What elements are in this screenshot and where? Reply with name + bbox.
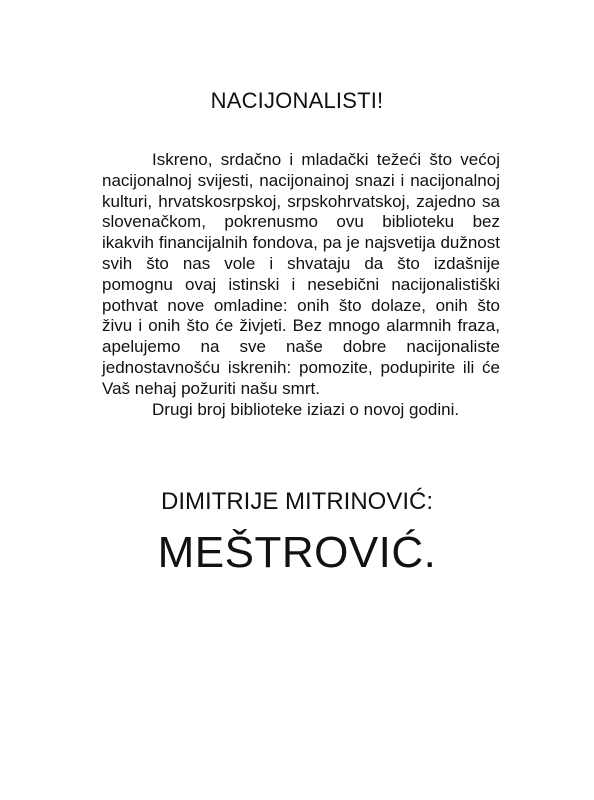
- appeal-paragraph-2: Drugi broj biblioteke iziazi o novoj godini.: [152, 399, 460, 419]
- appeal-text: [102, 150, 500, 420]
- book-title: MEŠTROVIĆ.: [157, 528, 437, 577]
- author-name: DIMITRIJE MITRINOVIĆ:: [161, 488, 433, 515]
- appeal-paragraph-1: Iskreno, srdačno i mladački težeći što većoj nacijonalnoj svijesti, nacijonainoj snazi i nacijonalnoj kulturi, hrvatskosrpskoj, srpskohrvatskoj, zajedno sa slovenačkom, pokrenusmo ovu biblioteku bez ikakvih financijalnih fondova, pa je najsvetija dužnost svih što nas vole i shvataju da što izdašnije pomognu ovaj istinski i nesebični nacijonalistiški pothvat nove omladine: onih što dolaze, onih što živu i onih što će živjeti. Bez mnogo alarmnih fraza, apelujemo na sve naše dobre nacijonaliste jednostavnošću iskrenih: pomozite, podupirite ili će Vaš nehaj požuriti našu smrt.: [102, 150, 500, 398]
- page-heading: NACIJONALISTI!: [210, 88, 384, 113]
